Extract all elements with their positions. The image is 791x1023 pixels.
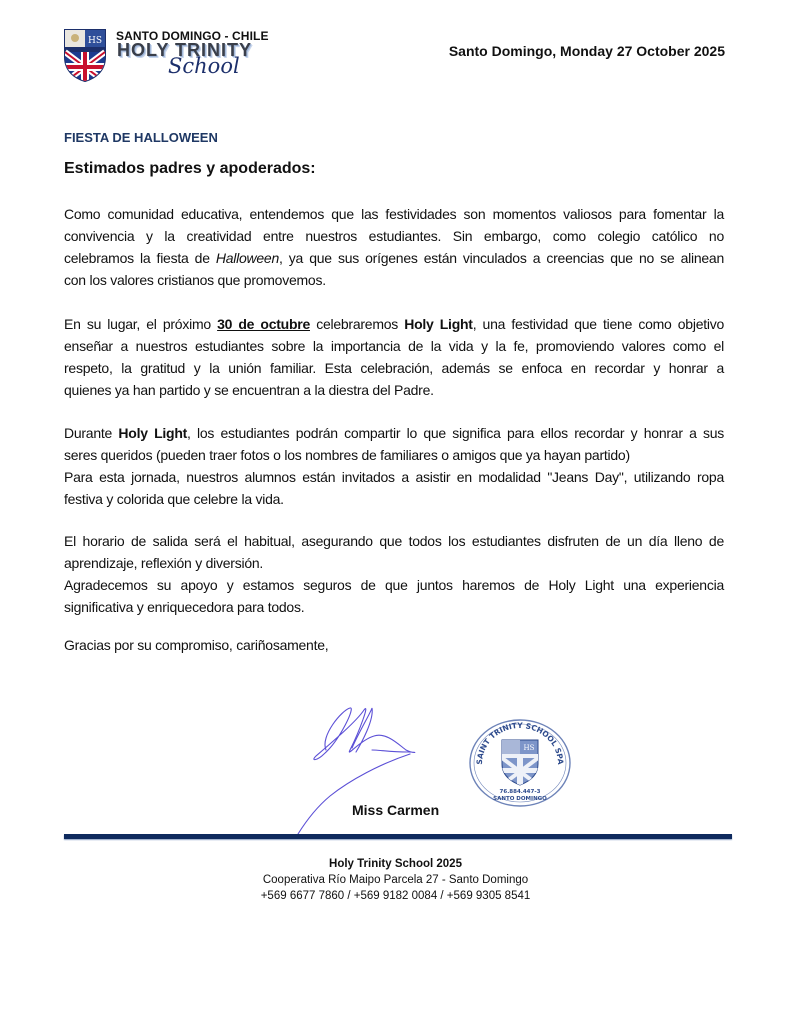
text-line: respeto, la gratitud y la unión familiar. Esta celebración, además se enfoca en recordar y honrar a bbox=[64, 360, 724, 376]
paragraph-schedule bbox=[64, 530, 724, 618]
footer-divider bbox=[64, 834, 732, 839]
text-line: convivencia y la creatividad entre nuestros estudiantes. Sin embargo, como colegio católico no bbox=[64, 228, 724, 244]
stamp-city: SANTO DOMINGO bbox=[493, 796, 547, 802]
paragraph-intro bbox=[64, 203, 724, 291]
header-brand: HOLY TRINITY bbox=[117, 40, 253, 60]
school-crest-logo bbox=[62, 27, 108, 83]
text-line: Durante Holy Light, los estudiantes podrán compartir lo que significa para ellos recordar y honrar a sus bbox=[64, 425, 724, 441]
letter-title: FIESTA DE HALLOWEEN bbox=[64, 130, 218, 145]
footer-address: Cooperativa Río Maipo Parcela 27 - Santo Domingo bbox=[262, 874, 529, 886]
event-date: 30 de octubre bbox=[217, 316, 310, 332]
closing-line: Gracias por su compromiso, cariñosamente, bbox=[64, 637, 329, 653]
greeting: Estimados padres y apoderados: bbox=[64, 160, 316, 177]
event-name: Holy Light bbox=[118, 425, 188, 441]
text-line: Como comunidad educativa, entendemos que las festividades son momentos valiosos para fomentar la bbox=[64, 206, 724, 222]
date-line: Santo Domingo, Monday 27 October 2025 bbox=[448, 43, 725, 59]
paragraph-activities bbox=[64, 422, 724, 510]
text-line: festiva y colorida que celebre la vida. bbox=[64, 491, 284, 507]
header-brand-script: School bbox=[168, 54, 240, 78]
stamp-rut: 76.884.447-3 bbox=[499, 789, 541, 795]
text-line: Agradecemos su apoyo y estamos seguros de que juntos haremos de Holy Light una experiencia bbox=[64, 577, 724, 593]
text-line: quienes ya han partido y se encuentran a la diestra del Padre. bbox=[64, 382, 434, 398]
text-line: enseñar a nuestros estudiantes sobre la importancia de la vida y la fe, promoviendo valores como el bbox=[64, 338, 724, 354]
halloween-italic: Halloween bbox=[215, 250, 279, 266]
stamp-ring-text: SAINT TRINITY SCHOOL SPA bbox=[474, 720, 566, 765]
text-line: aprendizaje, reflexión y diversión. bbox=[64, 555, 264, 571]
paragraph-holy-light bbox=[64, 313, 724, 401]
handwritten-signature bbox=[290, 700, 460, 840]
text-line: seres queridos (pueden traer fotos o los nombres de familiares o amigos que ya hayan partido) bbox=[64, 447, 630, 463]
text-line: celebramos la fiesta de Halloween, ya que sus orígenes están vinculados a creencias que no se alinean bbox=[64, 250, 724, 266]
stamp-monogram: HS bbox=[523, 744, 535, 752]
header-city: SANTO DOMINGO - CHILE bbox=[116, 29, 269, 43]
footer-school-name: Holy Trinity School 2025 bbox=[329, 858, 462, 870]
text-line: significativa y enriquecedora para todos. bbox=[64, 599, 305, 615]
text-line: En su lugar, el próximo 30 de octubre celebraremos Holy Light, una festividad que tiene como objetivo bbox=[64, 316, 725, 332]
text-line: con los valores cristianos que promovemos. bbox=[64, 272, 326, 288]
footer-phones: +569 6677 7860 / +569 9182 0084 / +569 9305 8541 bbox=[260, 890, 531, 902]
signer-name: Miss Carmen bbox=[352, 802, 440, 818]
school-stamp bbox=[468, 718, 572, 808]
text-line: Para esta jornada, nuestros alumnos están invitados a asistir en modalidad "Jeans Day", utilizando ropa bbox=[64, 469, 724, 485]
event-name: Holy Light bbox=[404, 316, 473, 332]
logo-monogram: HS bbox=[87, 36, 103, 46]
text-line: El horario de salida será el habitual, asegurando que todos los estudiantes disfruten de un día lleno de bbox=[64, 533, 724, 549]
